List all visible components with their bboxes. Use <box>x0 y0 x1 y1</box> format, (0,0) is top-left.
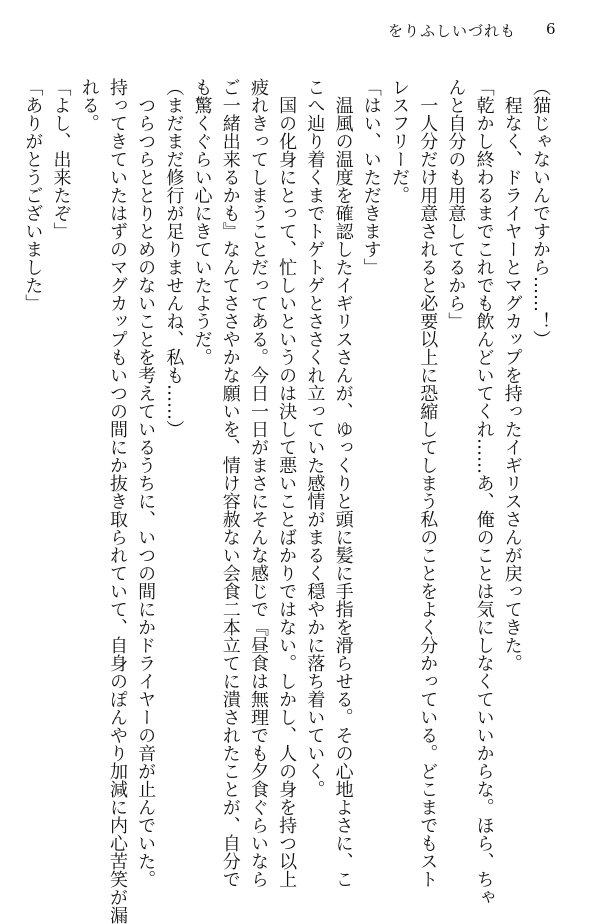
text-line: 疲れきってしまうことだってある。今日一日がまさにそんな感じで『昼食は無理でも夕食ぐらいなら <box>247 78 269 888</box>
text-line: （猫じゃないんですから……！） <box>530 78 551 348</box>
text-line: 「よし、出来たぞ」 <box>50 78 72 240</box>
text-line: れる。 <box>78 78 100 132</box>
text-line: 「はい、いただきます」 <box>360 78 382 276</box>
header-title: をりふしいづれも <box>388 22 517 40</box>
text-line: んと自分のも用意してるから」 <box>445 78 467 330</box>
text-line: も驚くぐらい心にきていたようだ。 <box>191 78 213 366</box>
text-line: 国の化身にとって、忙しいというのは決して悪いことばかりではない。しかし、人の身を持つ以上 <box>276 78 298 888</box>
text-line: 一人分だけ用意されると必要以上に恐縮してしまう私のことをよく分かっている。どこまでもスト <box>417 78 439 888</box>
text-line: ご一緒出来るかも』なんてささやかな願いを、情け容赦ない会食二本立てに潰されたことが、自分で <box>219 78 241 888</box>
text-line: 「ありがとうございました」 <box>22 78 44 312</box>
text-line: こへ辿り着くまでトゲトゲとささくれ立っていた感情がまるく穏やかに落ち着いていく。 <box>304 78 326 798</box>
body-text <box>22 78 554 924</box>
page-number: 6 <box>546 20 556 38</box>
text-line: 「乾かし終わるまでこれでも飲んどいてくれ……あ、俺のことは気にしなくていいからな。ほら、ちゃ <box>473 78 495 906</box>
text-line: つらつらととりとめのないことを考えているうちに、いつの間にかドライヤーの音が止んでいた。 <box>135 78 157 888</box>
text-line: レスフリーだ。 <box>388 78 410 204</box>
text-line: 程なく、ドライヤーとマグカップを持ったイギリスさんが戻ってきた。 <box>501 78 523 672</box>
text-line: 温風の温度を確認したイギリスさんが、ゆっくりと頭に髪に手指を滑らせる。その心地よさに、こ <box>332 78 354 888</box>
text-line: 持ってきていたはずのマグカップもいつの間にか抜き取られていて、自身のぽんやり加減に内心苦笑が漏 <box>106 78 128 924</box>
text-line: （まだまだ修行が足りませんね、私も……） <box>163 78 185 438</box>
